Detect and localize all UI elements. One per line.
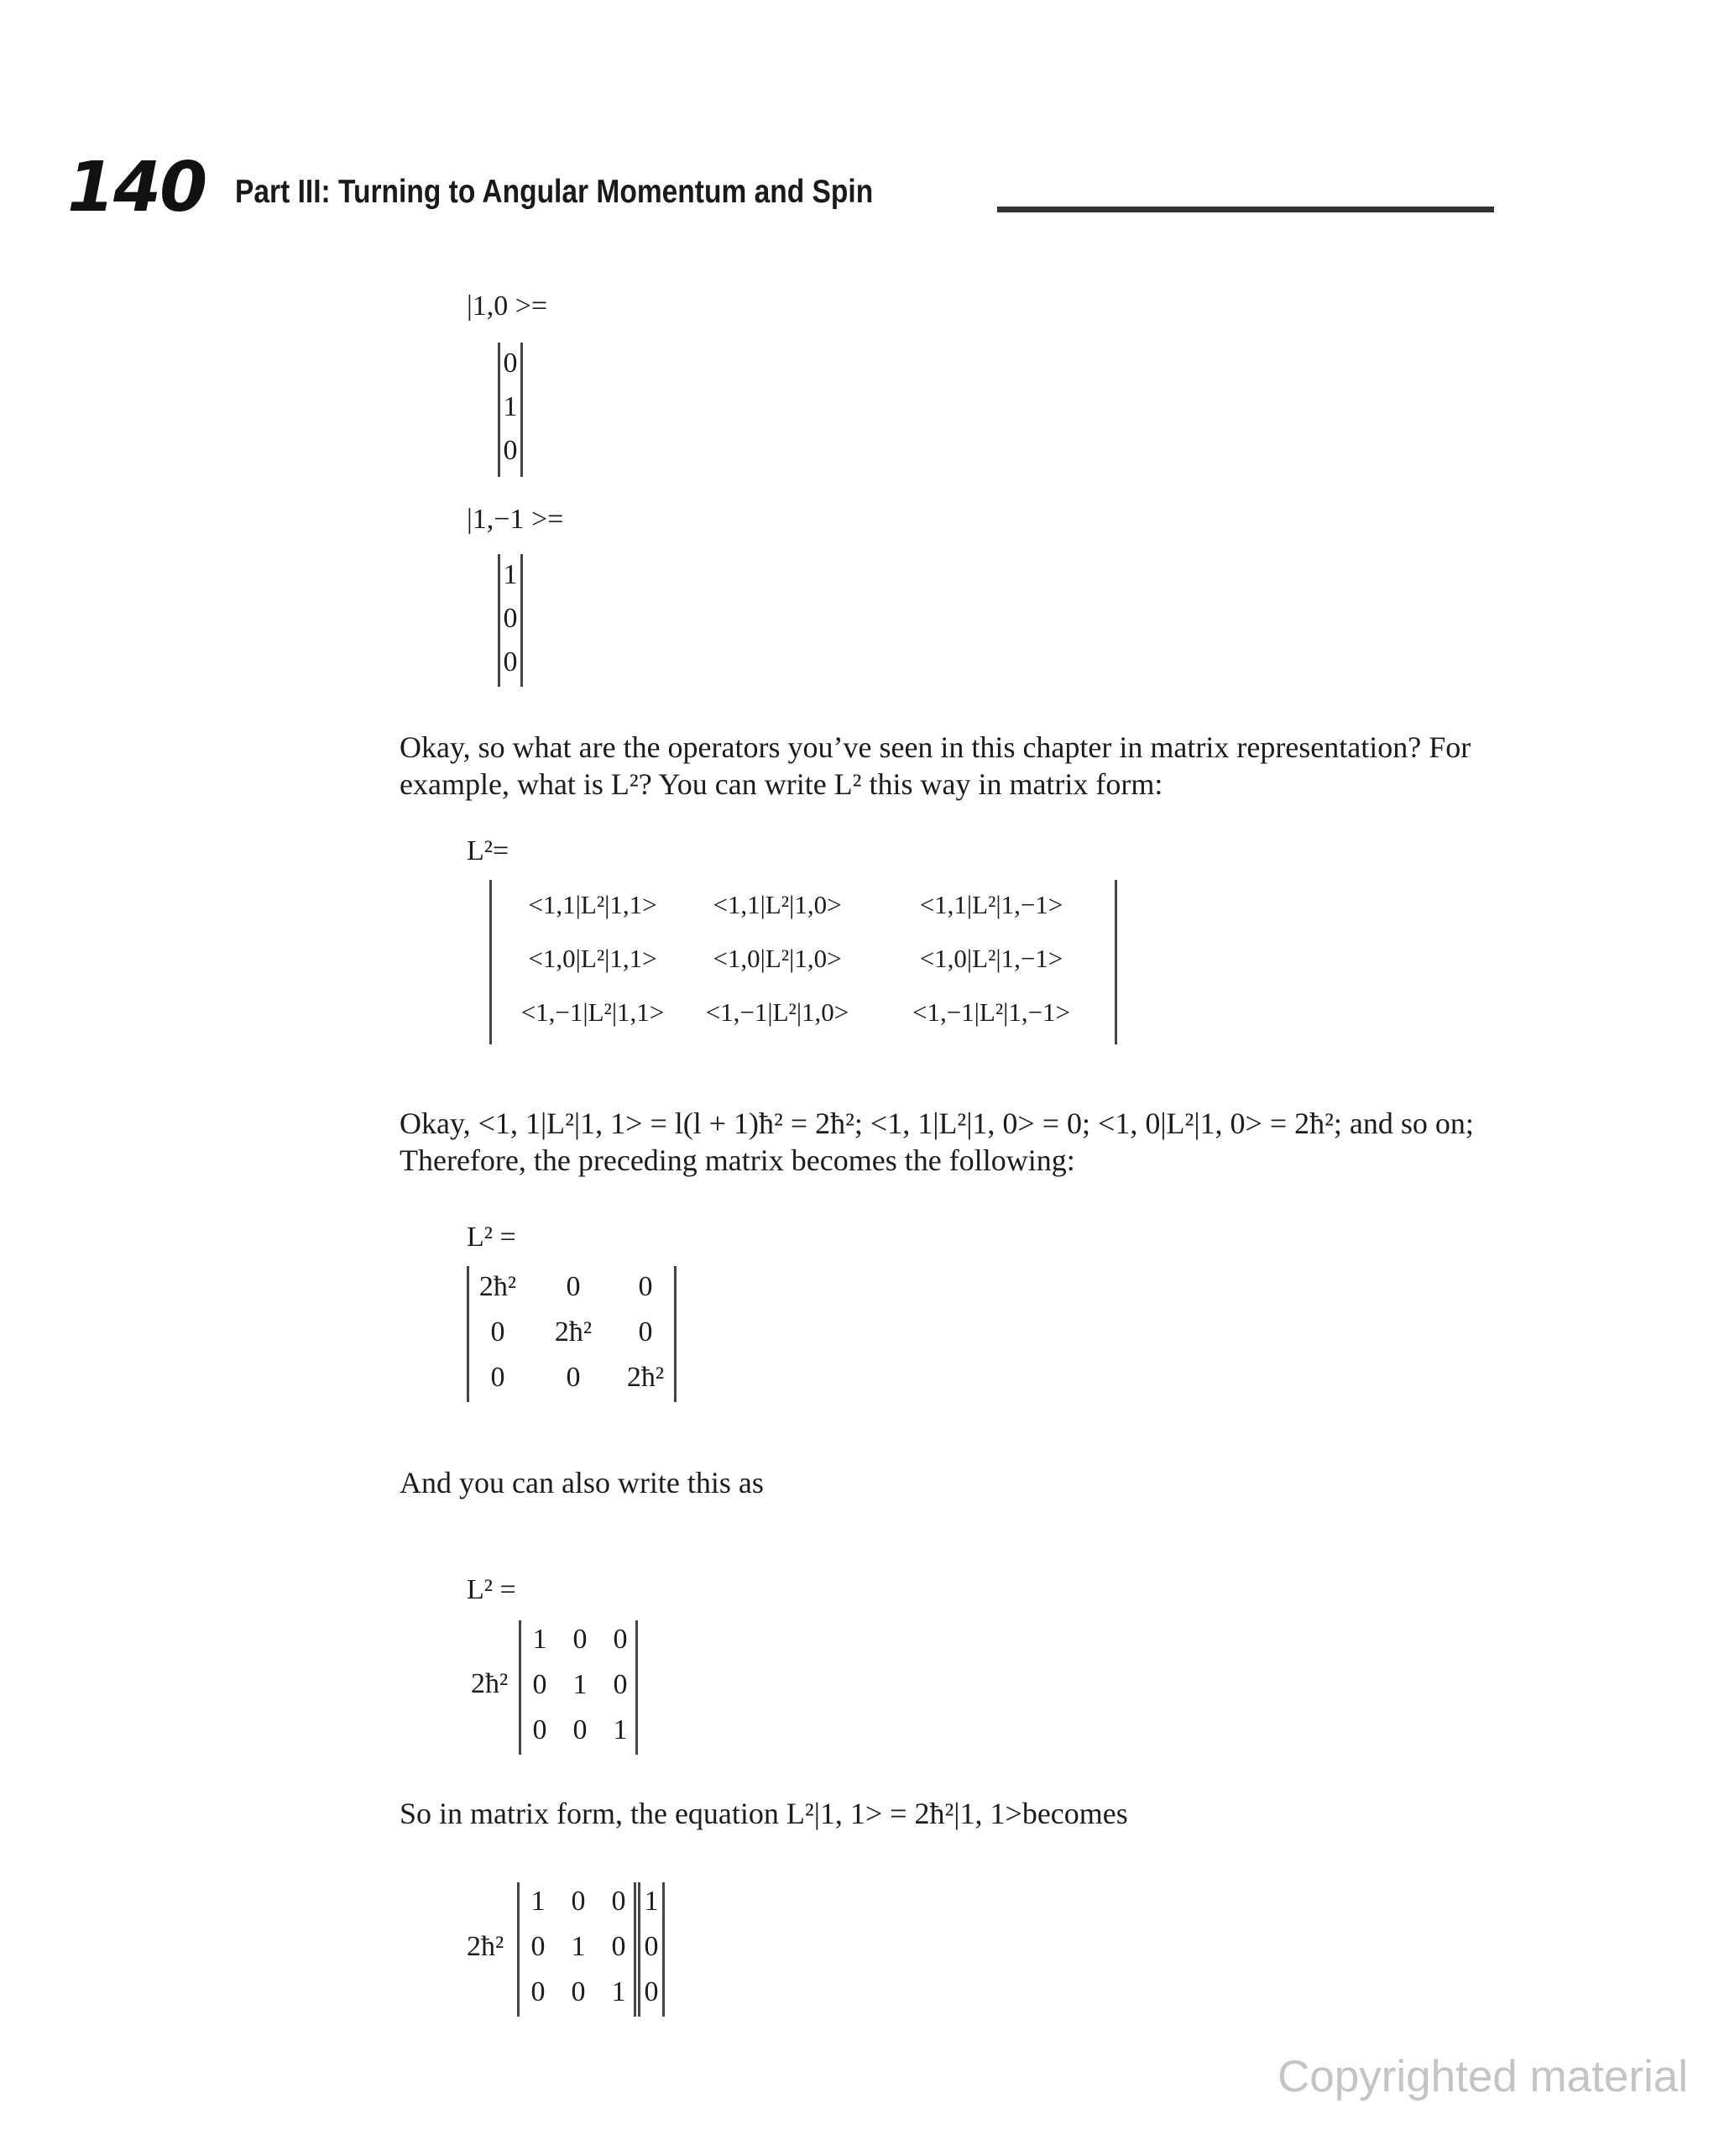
matrix-cell: 0 (638, 1271, 653, 1302)
matrix-scaled-prefix: 2ħ² (471, 1668, 509, 1699)
running-head: Part III: Turning to Angular Momentum and Spin (235, 174, 874, 210)
matrix-cell: 0 (490, 1316, 505, 1348)
matrix-cell: <1,1|L²|1,0> (713, 890, 842, 919)
ket-1-m1-vector (498, 554, 523, 687)
matrix-cell: <1,1|L²|1,−1> (919, 890, 1063, 919)
matrix-elements (489, 880, 1117, 1044)
page-number: 140 (67, 148, 206, 228)
matrix-cell: 1 (571, 1931, 586, 1962)
matrix-elements-label: L²= (467, 835, 509, 866)
vector-entry: 0 (503, 603, 518, 634)
paragraph-3: And you can also write this as (400, 1466, 764, 1499)
matrix-cell: 0 (572, 1714, 588, 1745)
matrix-cell: <1,−1|L²|1,0> (705, 997, 849, 1027)
copyright-watermark: Copyrighted material (1277, 2052, 1689, 2101)
matrix-cell: 0 (611, 1886, 626, 1917)
matrix-cell: 2ħ² (554, 1316, 593, 1348)
ket-1-0-label: |1,0 >= (467, 290, 548, 322)
matrix-cell: 0 (572, 1624, 588, 1655)
ket-1-m1-label: |1,−1 >= (467, 504, 564, 535)
vector-entry: 0 (503, 348, 518, 379)
matrix-values-label: L² = (467, 1222, 516, 1253)
ket-1-0-vector (498, 343, 523, 477)
matrix-equation-matrix (517, 1882, 636, 2017)
matrix-cell: 2ħ² (478, 1271, 517, 1302)
matrix-cell: 1 (530, 1886, 546, 1917)
matrix-scaled-label: L² = (467, 1574, 516, 1605)
matrix-cell: 0 (566, 1271, 581, 1302)
header-rule (997, 207, 1494, 212)
matrix-cell: 0 (566, 1362, 581, 1393)
vector-entry: 1 (503, 559, 518, 590)
matrix-cell: 0 (532, 1714, 547, 1745)
matrix-cell: 1 (532, 1624, 547, 1655)
matrix-cell: 0 (490, 1362, 505, 1393)
vector-entry: 0 (644, 1931, 659, 1962)
matrix-cell: 0 (530, 1976, 546, 2007)
matrix-cell: 0 (571, 1976, 586, 2007)
vector-entry: 1 (503, 391, 518, 422)
matrix-cell: <1,−1|L²|1,−1> (912, 997, 1071, 1027)
matrix-cell: 1 (572, 1669, 588, 1700)
paragraph-4: So in matrix form, the equation L²|1, 1> = 2ħ²|1, 1>becomes (400, 1797, 1128, 1830)
vector-entry: 0 (503, 646, 518, 678)
matrix-cell: 0 (532, 1669, 547, 1700)
matrix-scaled (519, 1620, 638, 1755)
matrix-cell: 1 (611, 1976, 626, 2007)
paragraph-2: Okay, <1, 1|L²|1, 1> = l(l + 1)ħ² = 2ħ²; <1, 1|L²|1, 0> = 0; <1, 0|L²|1, 0> = 2ħ²; and so on; Therefore, the preceding matrix becomes the following: (400, 1107, 1474, 1177)
matrix-cell: 2ħ² (626, 1362, 665, 1393)
matrix-cell: 0 (611, 1931, 626, 1962)
vector-entry: 0 (644, 1976, 659, 2007)
matrix-values (467, 1266, 677, 1402)
matrix-cell: <1,0|L²|1,0> (713, 944, 842, 973)
matrix-cell: <1,0|L²|1,1> (528, 944, 657, 973)
matrix-cell: 0 (613, 1624, 628, 1655)
matrix-cell: 1 (613, 1714, 628, 1745)
vector-entry: 0 (503, 435, 518, 466)
matrix-cell: 0 (638, 1316, 653, 1348)
matrix-cell: <1,1|L²|1,1> (528, 890, 657, 919)
matrix-equation-vector (638, 1882, 665, 2017)
matrix-cell: <1,−1|L²|1,1> (520, 997, 665, 1027)
matrix-cell: 0 (530, 1931, 546, 1962)
matrix-cell: <1,0|L²|1,−1> (919, 944, 1063, 973)
matrix-cell: 0 (613, 1669, 628, 1700)
matrix-cell: 0 (571, 1886, 586, 1917)
matrix-equation-prefix: 2ħ² (467, 1931, 504, 1962)
paragraph-1: Okay, so what are the operators you’ve seen in this chapter in matrix representation? For example, what is L²? You can write L² this way in matrix form: (400, 730, 1471, 801)
vector-entry: 1 (644, 1886, 659, 1917)
